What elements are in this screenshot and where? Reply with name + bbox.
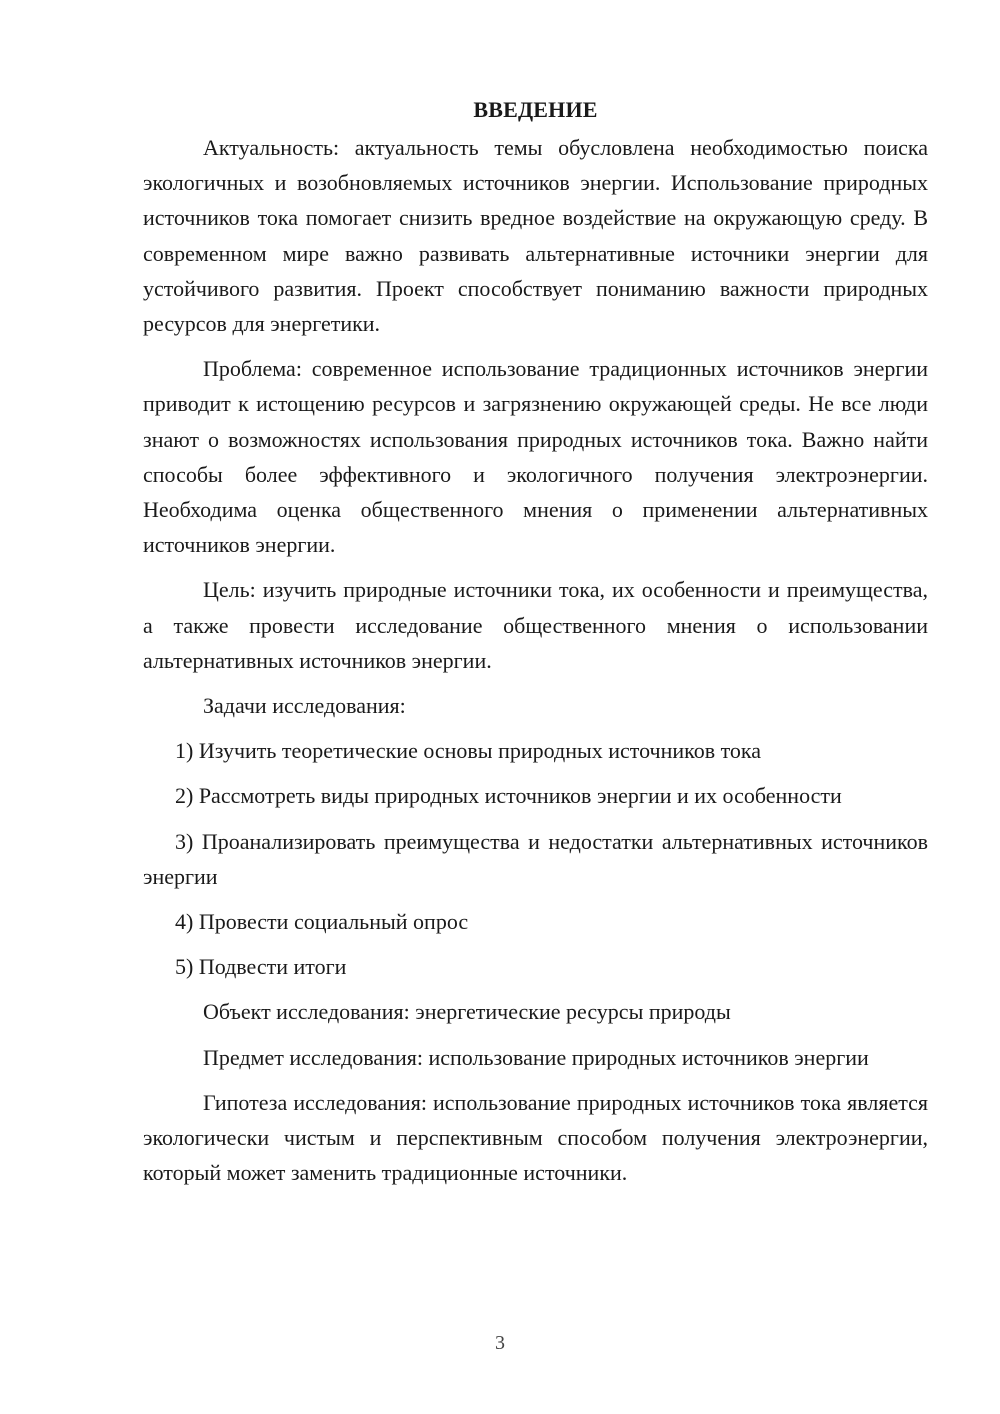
hypothesis-paragraph: Гипотеза исследования: использование природных источников тока является экологически чистым и перспективным способом получения электроэнергии, который может заменить традиционные источники. — [143, 1089, 928, 1186]
relevance-paragraph: Актуальность: актуальность темы обусловлена необходимостью поиска экологичных и возобновляемых источников энергии. Использование природных источников тока помогает снизить вредное воздействие на окружающую среду. В современном мире важно развивать альтернативные источники энергии для устойчивого развития. Проект способствует пониманию важности природных ресурсов для энергетики. — [143, 135, 928, 337]
task-item-3: 3) Проанализировать преимущества и недостатки альтернативных источников энергии — [143, 828, 928, 889]
tasks-heading: Задачи исследования: — [203, 693, 406, 719]
problem-paragraph: Проблема: современное использование традиционных источников энергии приводит к истощению ресурсов и загрязнению окружающей среды. Не все люди знают о возможностях использования природных источников тока. Важно найти способы более эффективного и экологичного получения электроэнергии. Необходима оценка общественного мнения о применении альтернативных источников энергии. — [143, 356, 928, 558]
subject-paragraph: Предмет исследования: использование природных источников энергии — [203, 1044, 869, 1070]
task-item-1: 1) Изучить теоретические основы природных источников тока — [175, 738, 762, 764]
document-title: ВВЕДЕНИЕ — [473, 97, 598, 122]
document-page — [143, 92, 928, 1200]
page-number: 3 — [495, 1332, 505, 1354]
goal-paragraph: Цель: изучить природные источники тока, их особенности и преимущества, а также провести исследование общественного мнения о использовании альтернативных источников энергии. — [143, 577, 928, 673]
task-item-2: 2) Рассмотреть виды природных источников энергии и их особенности — [175, 783, 842, 809]
task-item-4: 4) Провести социальный опрос — [175, 909, 469, 935]
task-item-5: 5) Подвести итоги — [175, 954, 347, 980]
object-paragraph: Объект исследования: энергетические ресурсы природы — [203, 999, 731, 1025]
